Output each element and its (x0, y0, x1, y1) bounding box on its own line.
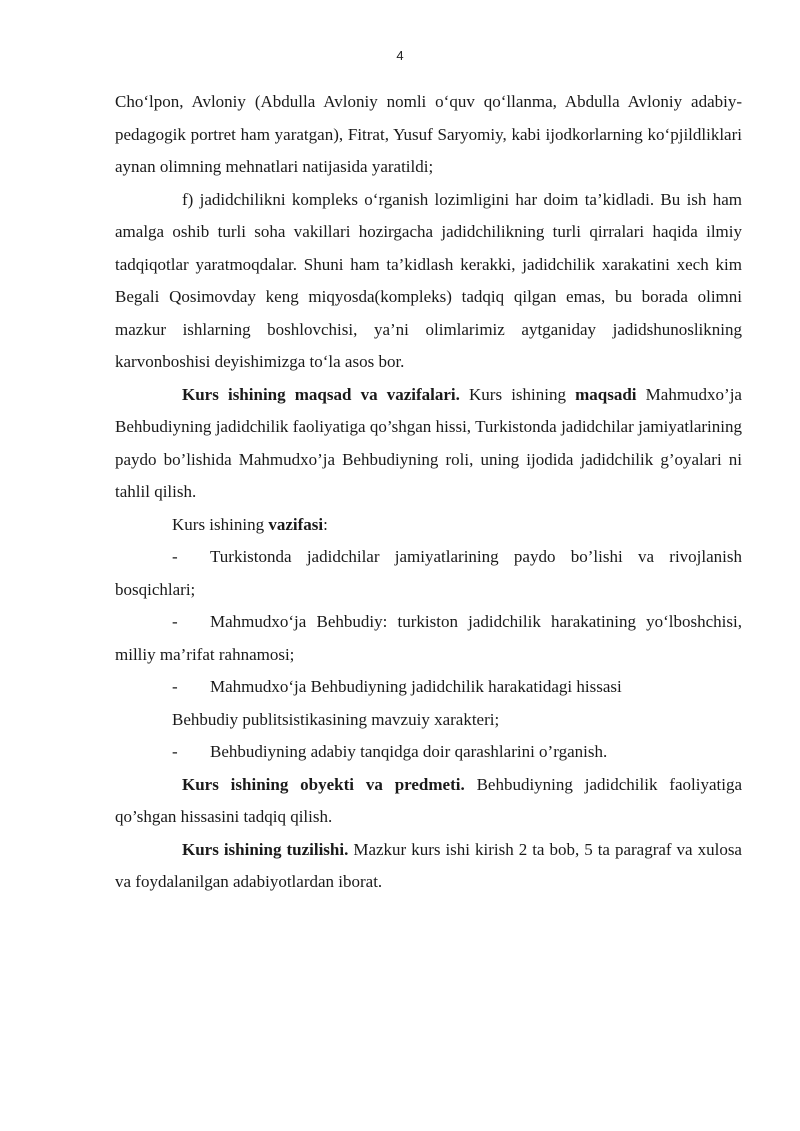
list-dash: - (172, 677, 178, 696)
list-item (115, 671, 742, 704)
document-body (115, 86, 742, 899)
list-item-text: Turkistonda jadidchilar jamiyatlarining paydo bo’lishi va rivojlanish bosqichlari; (115, 547, 742, 599)
paragraph-goal (115, 379, 742, 509)
list-item-continuation: Behbudiy publitsistikasining mavzuiy xarakteri; (172, 709, 500, 729)
list-dash: - (172, 742, 178, 761)
list-item-text: Mahmudxo‘ja Behbudiyning jadidchilik harakatidagi hissasi (210, 677, 622, 696)
list-dash: - (172, 547, 178, 566)
paragraph-f: f) jadidchilikni kompleks o‘rganish lozimligini har doim ta’kidladi. Bu ish ham amalga oshib turli soha vakillari hozirgacha jadidchilikning turli qirralari haqida ilmiy tadqiqotlar yaratmoqdalar. Shuni ham ta’kidlash kerakki, jadidchilik xarakatini xech kim Begali Qosimovday keng miqyosda(kompleks) tadqiq qilgan emas, bu borada olimni mazkur ishlarning boshlovchisi, ya’ni olimlarimiz aytganiday jadidshunoslikning karvonboshisi deyishimizga to‘la asos bor. (115, 189, 742, 371)
tasks-colon: : (323, 514, 328, 534)
tasks-bold-word: vazifasi (268, 514, 324, 534)
object-text: Behbudiyning jadidchilik faoliyatiga qo’shgan hissasini tadqiq qilish. (115, 774, 742, 826)
structure-text: Mazkur kurs ishi kirish 2 ta bob, 5 ta paragraf va xulosa va foydalanilgan adabiyotlardan iborat. (115, 839, 742, 891)
goal-bold-word: maqsadi (575, 384, 637, 404)
list-item-text: Behbudiyning adabiy tanqidga doir qarashlarini o’rganish. (210, 742, 608, 761)
page-number: 4 (396, 48, 404, 63)
structure-heading: Kurs ishining tuzilishi. (182, 839, 349, 859)
goal-text-b: Mahmudxo’ja Behbudiyning jadidchilik faoliyatiga qo’shgan hissi, Turkistonda jadidchilar jamiyatlarining paydo bo’lishida Mahmudxo’ja Behbudiyning roli, uning ijodida jadidchilik g’oyalari ni tahlil qilish. (115, 384, 742, 501)
list-item (115, 606, 742, 671)
paragraph-object (115, 769, 742, 834)
goal-text-a: Kurs ishining (459, 384, 576, 404)
paragraph-tasks-lead (115, 509, 742, 542)
paragraph-continuation: Cho‘lpon, Avloniy (Abdulla Avloniy nomli o‘quv qo‘llanma, Abdulla Avloniy adabiy- pedagogik portret ham yaratgan), Fitrat, Yusuf Saryomiy, kabi ijodkorlarning ko‘pjildliklari aynan olimning mehnatlari natijasida yaratildi; (115, 92, 742, 176)
tasks-lead: Kurs ishining (172, 514, 269, 534)
paragraph-structure (115, 834, 742, 899)
list-item (115, 736, 742, 769)
list-item-text: Mahmudxo‘ja Behbudiy: turkiston jadidchilik harakatining yo‘lboshchisi, milliy ma’rifat rahnamosi; (115, 612, 742, 664)
list-dash: - (172, 612, 178, 631)
object-heading: Kurs ishining obyekti va predmeti. (182, 774, 465, 794)
goal-heading: Kurs ishining maqsad va vazifalari. (182, 384, 460, 404)
list-item (115, 541, 742, 606)
